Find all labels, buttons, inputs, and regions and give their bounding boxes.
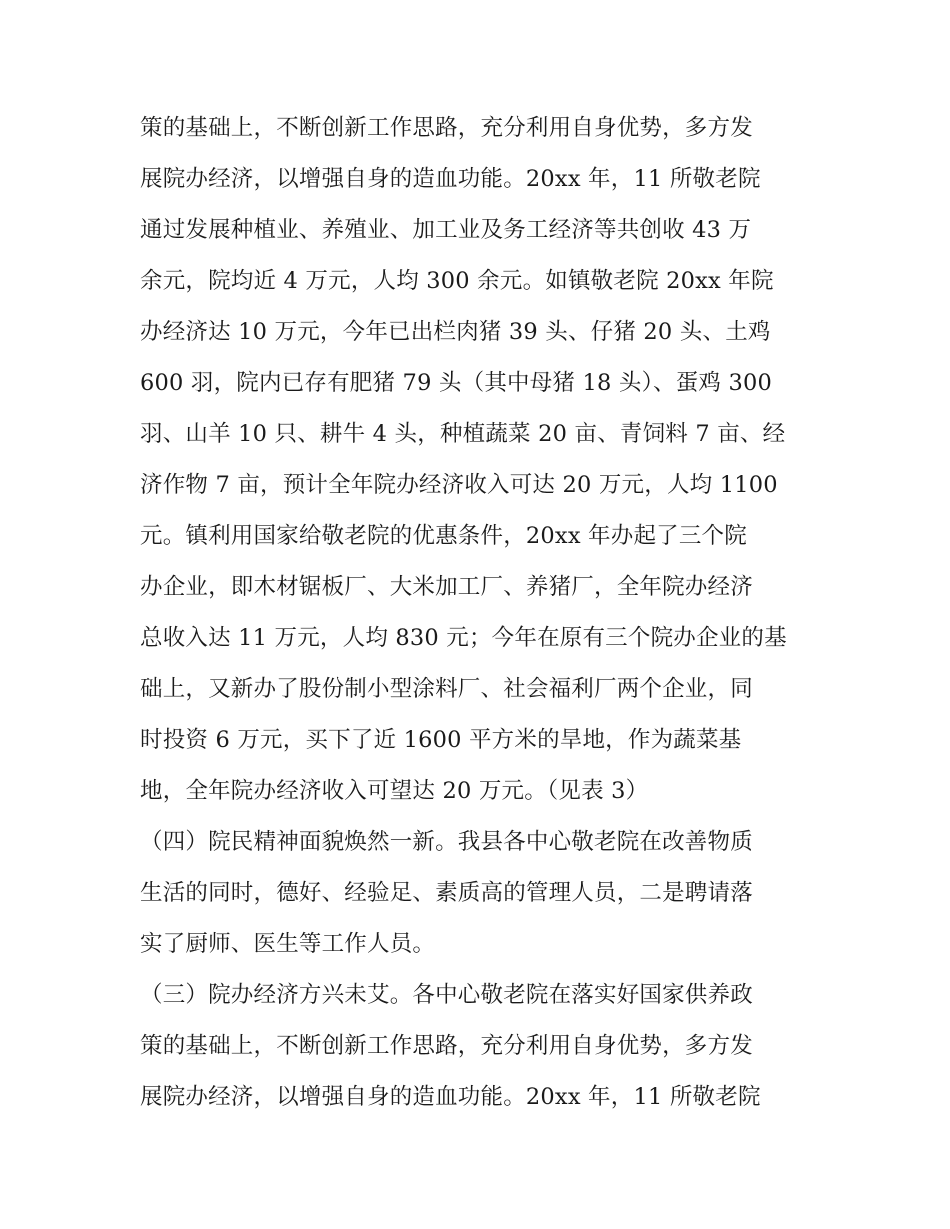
body-text bbox=[140, 103, 820, 1123]
text-line: 时投资 6 万元，买下了近 1600 平方米的旱地，作为蔬菜基 bbox=[140, 727, 742, 753]
text-line: 余元，院均近 4 万元，人均 300 余元。如镇敬老院 20xx 年院 bbox=[140, 268, 774, 294]
text-line: 总收入达 11 万元，人均 830 元；今年在原有三个院办企业的基 bbox=[140, 625, 787, 651]
text-line: 羽、山羊 10 只、耕牛 4 头，种植蔬菜 20 亩、青饲料 7 亩、经 bbox=[140, 421, 786, 447]
text-line: 展院办经济，以增强自身的造血功能。20xx 年，11 所敬老院 bbox=[140, 1084, 761, 1110]
text-line: 实了厨师、医生等工作人员。 bbox=[140, 931, 436, 957]
text-line: 展院办经济，以增强自身的造血功能。20xx 年，11 所敬老院 bbox=[140, 166, 761, 192]
text-line: 办企业，即木材锯板厂、大米加工厂、养猪厂，全年院办经济 bbox=[140, 574, 753, 600]
text-line: （三）院办经济方兴未艾。各中心敬老院在落实好国家供养政 bbox=[140, 982, 753, 1008]
text-line: 济作物 7 亩，预计全年院办经济收入可达 20 万元，人均 1100 bbox=[140, 472, 778, 498]
text-line: 础上，又新办了股份制小型涂料厂、社会福利厂两个企业，同 bbox=[140, 676, 753, 702]
text-line: 600 羽，院内已存有肥猪 79 头（其中母猪 18 头）、蛋鸡 300 bbox=[140, 370, 773, 396]
text-line: 元。镇利用国家给敬老院的优惠条件，20xx 年办起了三个院 bbox=[140, 523, 747, 549]
text-line: 生活的同时，德好、经验足、素质高的管理人员，二是聘请落 bbox=[140, 880, 753, 906]
text-line: 地，全年院办经济收入可望达 20 万元。（见表 3） bbox=[140, 778, 649, 804]
text-line: 办经济达 10 万元，今年已出栏肉猪 39 头、仔猪 20 头、土鸡 bbox=[140, 319, 771, 345]
text-line: 策的基础上，不断创新工作思路，充分利用自身优势，多方发 bbox=[140, 1033, 753, 1059]
text-line: 策的基础上，不断创新工作思路，充分利用自身优势，多方发 bbox=[140, 115, 753, 141]
text-line: 通过发展种植业、养殖业、加工业及务工经济等共创收 43 万 bbox=[140, 217, 752, 243]
text-line: （四）院民精神面貌焕然一新。我县各中心敬老院在改善物质 bbox=[140, 829, 753, 855]
